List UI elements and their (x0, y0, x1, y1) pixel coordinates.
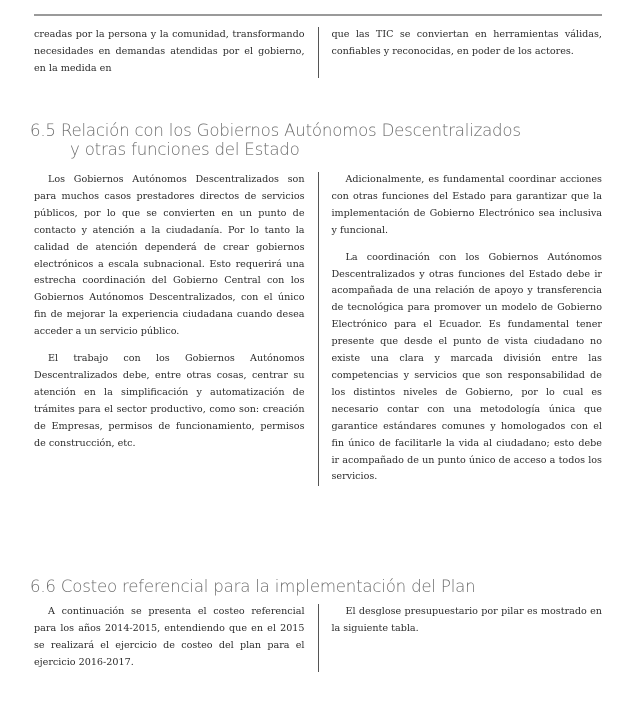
paragraph: A continuación se presenta el costeo referencial para los años 2014-2015, entendiendo que en el 2015 se realizará el ejercicio de costeo del plan para el ejercicio 2016-2017. (34, 606, 305, 668)
heading-line: 6.6 Costeo referencial para la implementación del Plan (30, 577, 476, 596)
paragraph: que las TIC se conviertan en herramientas válidas, confiables y reconocidas, en poder de los actores. (331, 29, 602, 57)
section-6-5-left-column (34, 172, 305, 486)
column-divider (318, 172, 319, 486)
paragraph: La coordinación con los Gobiernos Autónomos Descentralizados y otras funciones del Estado debe ir acompañada de una relación de apoyo y transferencia de tecnológica para promover un modelo de Gobierno Electrónico para el Ecuador. Es fundamental tener presente que desde el punto de vista ciudadano no existe una clara y marcada división entre las competencias y servicios que son responsabilidad de los distintos niveles de Gobierno, por lo cual es necesario contar con una metodología única que garantice estándares comunes y homologados con el fin único de facilitarle la vida al ciudadano; esto debe ir acompañado de un punto único de acceso a todos los servicios. (331, 251, 602, 483)
section-6-6-right-column (331, 604, 602, 672)
paragraph: El desglose presupuestario por pilar es mostrado en la siguiente tabla. (331, 606, 602, 634)
column-divider (318, 604, 319, 672)
paragraph: El trabajo con los Gobiernos Autónomos Descentralizados debe, entre otras cosas, centrar su atención en la simplificación y automatización de trámites para el sector productivo, como son: creación de Empresas, permisos de funcionamiento, permisos de construcción, etc. (34, 353, 305, 449)
top-rule (34, 14, 602, 16)
section-6-5-body (34, 172, 602, 486)
paragraph: creadas por la persona y la comunidad, transformando necesidades en demandas atendidas por el gobierno, en la medida en (34, 29, 305, 74)
section-6-6-left-column (34, 604, 305, 672)
section-heading-6-5 (30, 121, 521, 159)
paragraph: Los Gobiernos Autónomos Descentralizados son para muchos casos prestadores directos de servicios públicos, por lo que se convierten en un punto de contacto y atención a la ciudadanía. Por lo tanto la calidad de atención dependerá de crear gobiernos electrónicos a escala subnacional. Esto requerirá una estrecha coordinación del Gobierno Central con los Gobiernos Autónomos Descentralizados, con el único fin de mejorar la experiencia ciudadana cuando desea acceder a un servicio público. (34, 174, 305, 338)
paragraph: Adicionalmente, es fundamental coordinar acciones con otras funciones del Estado para garantizar que la implementación de Gobierno Electrónico sea inclusiva y funcional. (331, 174, 602, 236)
continuation-left-column (34, 27, 305, 78)
heading-line: 6.5 Relación con los Gobiernos Autónomos Descentralizados (30, 121, 521, 140)
continuation-right-column (331, 27, 602, 78)
section-heading-6-6 (30, 577, 475, 596)
column-divider (318, 27, 319, 78)
continuation-row (34, 27, 602, 78)
section-6-6-body (34, 604, 602, 672)
heading-line: y otras funciones del Estado (70, 140, 300, 159)
section-6-5-right-column (331, 172, 602, 486)
